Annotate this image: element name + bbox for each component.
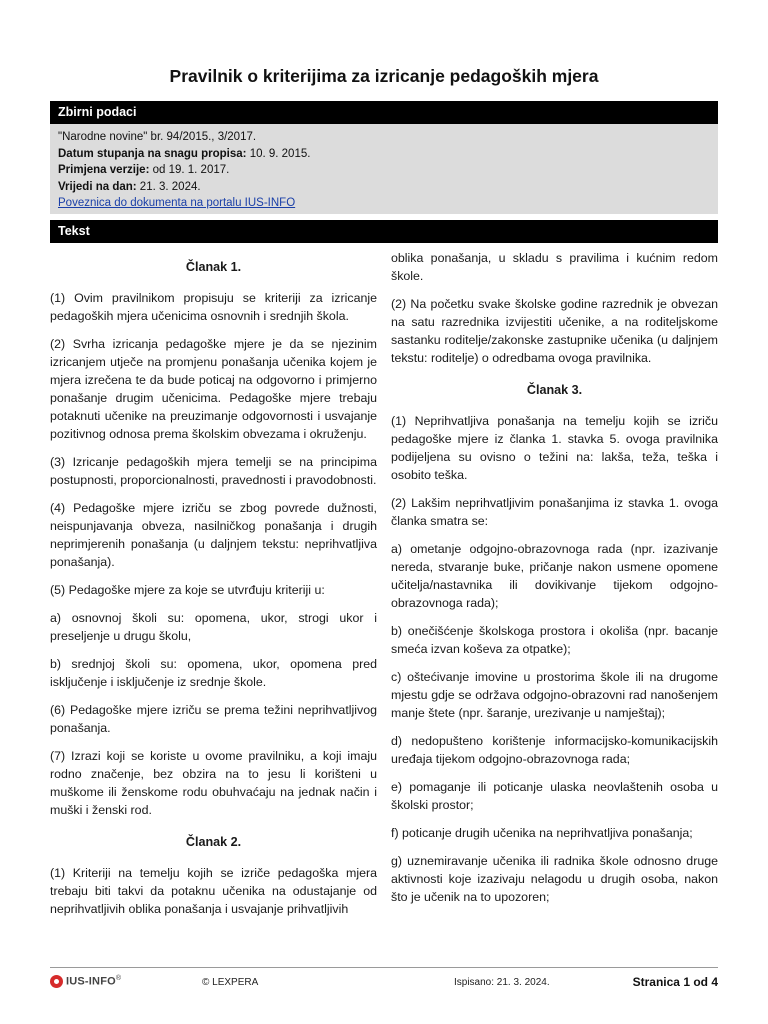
list-item: a) ometanje odgojno-obrazovnoga rada (npr. izazivanje nereda, stvaranje buke, pričanje nakon usmene opomene učitelja/nastavnika ili dovikivanje tijekom odgojno-obrazovnoga rada);: [391, 542, 718, 610]
article-2-heading: Članak 2.: [185, 835, 242, 849]
document-title: Pravilnik o kriterijima za izricanje pedagoških mjera: [169, 66, 599, 86]
logo-mark-icon: [50, 975, 63, 988]
list-item: g) uznemiravanje učenika ili radnika škole odnosno druge aktivnosti koje izazivaju nelagodu u drugih osoba, nakon što je učenik na to upozoren;: [391, 854, 718, 904]
logo-registered: ®: [115, 975, 122, 983]
list-item: b) onečišćenje školskoga prostora i okoliša (npr. bacanje smeća izvan koševa za otpatke);: [391, 624, 718, 656]
version-value: od 19. 1. 2017.: [149, 164, 230, 176]
paragraph: (4) Pedagoške mjere izriču se zbog povrede dužnosti, neispunjavanja obveza, nasilničkog ponašanja i drugih neprimjerenih ponašanja (u daljnjem tekstu: neprihvatljiva ponašanja).: [50, 501, 377, 569]
right-column: [391, 249, 718, 916]
gazette-line: "Narodne novine" br. 94/2015., 3/2017.: [58, 131, 257, 143]
text-section-header: Tekst: [50, 220, 718, 243]
version-label: Primjena verzije:: [58, 164, 150, 176]
paragraph: oblika ponašanja, u skladu s pravilima i kućnim redom škole.: [391, 251, 718, 283]
paragraph: (1) Ovim pravilnikom propisuju se kriteriji za izricanje pedagoških mjera učenicima osnovnih i srednjih škola.: [50, 291, 377, 323]
list-item: d) nedopušteno korištenje informacijsko-komunikacijskih uređaja tijekom odgojno-obrazovnoga rada;: [391, 734, 718, 766]
footer-divider: [50, 967, 718, 968]
paragraph: (3) Izricanje pedagoških mjera temelji se na principima postupnosti, proporcionalnosti, pravednosti i pravodobnosti.: [50, 455, 377, 487]
paragraph: (1) Kriteriji na temelju kojih se izriče pedagoška mjera trebaju biti takvi da potaknu učenika na odustajanje od neprihvatljivih oblika ponašanja i usvajanje prihvatljivih: [50, 866, 377, 916]
logo-text: IUS-INFO: [66, 975, 116, 988]
page-number: Stranica 1 od 4: [632, 975, 718, 989]
entry-date-value: 10. 9. 2015.: [246, 147, 311, 160]
footer-copyright: © LEXPERA: [202, 977, 259, 988]
list-item: c) oštećivanje imovine u prostorima škole ili na drugome mjestu gdje se održava odgojno-obrazovni rad nanošenjem manje štete (npr. šaranje, urezivanje u namještaj);: [391, 670, 718, 720]
paragraph: (1) Neprihvatljiva ponašanja na temelju kojih se izriču pedagoške mjere iz članka 1. stavka 5. ovoga pravilnika podijeljena su ovisno o težini na: lakša, teža, teška i osobito teška.: [391, 414, 718, 482]
summary-panel: [50, 124, 718, 214]
version-line: [58, 162, 710, 179]
list-item: b) srednjoj školi su: opomena, ukor, opomena pred isključenje i isključenje iz srednje škole.: [50, 657, 377, 689]
left-column: [50, 250, 377, 928]
list-item: f) poticanje drugih učenika na neprihvatljiva ponašanja;: [391, 826, 693, 840]
summary-header: Zbirni podaci: [50, 101, 718, 124]
paragraph: (2) Svrha izricanja pedagoške mjere je da se njezinim izricanjem utječe na promjenu ponašanja učenika kojem je mjera izrečena te da bude poticaj na odgovorno i primjerno ponašanje drugim učenicima. Pedagoške mjere trebaju potaknuti učenike na preuzimanje odgovornosti i usvajanje pozitivnog odnosa prema školskim obvezama i okruženju.: [50, 337, 377, 441]
valid-line: [58, 179, 710, 196]
portal-link[interactable]: Poveznica do dokumenta na portalu IUS-INFO: [58, 197, 296, 209]
valid-value: 21. 3. 2024.: [136, 180, 201, 193]
list-item: a) osnovnoj školi su: opomena, ukor, strogi ukor i preseljenje u drugu školu,: [50, 611, 377, 643]
article-3-heading: Članak 3.: [526, 383, 583, 397]
paragraph: (5) Pedagoške mjere za koje se utvrđuju kriteriji u:: [50, 583, 325, 597]
entry-date-label: Datum stupanja na snagu propisa:: [58, 147, 247, 160]
footer-printed-date: Ispisano: 21. 3. 2024.: [454, 977, 550, 988]
paragraph: (6) Pedagoške mjere izriču se prema težini neprihvatljivog ponašanja.: [50, 703, 377, 735]
list-item: e) pomaganje ili poticanje ulaska neovlaštenih osoba u školski prostor;: [391, 780, 718, 812]
ius-info-logo: [50, 975, 121, 988]
paragraph: (2) Na početku svake školske godine razrednik je obvezan na satu razrednika izvijestiti učenike, a na roditeljskome sastanku roditelje/zakonske zastupnike učenika (u daljnjem tekstu: roditelje) o odredbama ovoga pravilnika.: [391, 297, 718, 365]
paragraph: (2) Lakšim neprihvatljivim ponašanjima iz stavka 1. ovoga članka smatra se:: [391, 496, 718, 528]
valid-label: Vrijedi na dan:: [58, 180, 137, 193]
article-1-heading: Članak 1.: [185, 260, 242, 274]
paragraph: (7) Izrazi koji se koriste u ovome pravilniku, a koji imaju rodno značenje, bez obzira na to jesu li korišteni u muškome ili ženskome rodu obuhvaćaju na jednak način i muški i ženski rod.: [50, 749, 377, 817]
page-footer: [50, 975, 718, 991]
entry-date-line: [58, 146, 710, 163]
